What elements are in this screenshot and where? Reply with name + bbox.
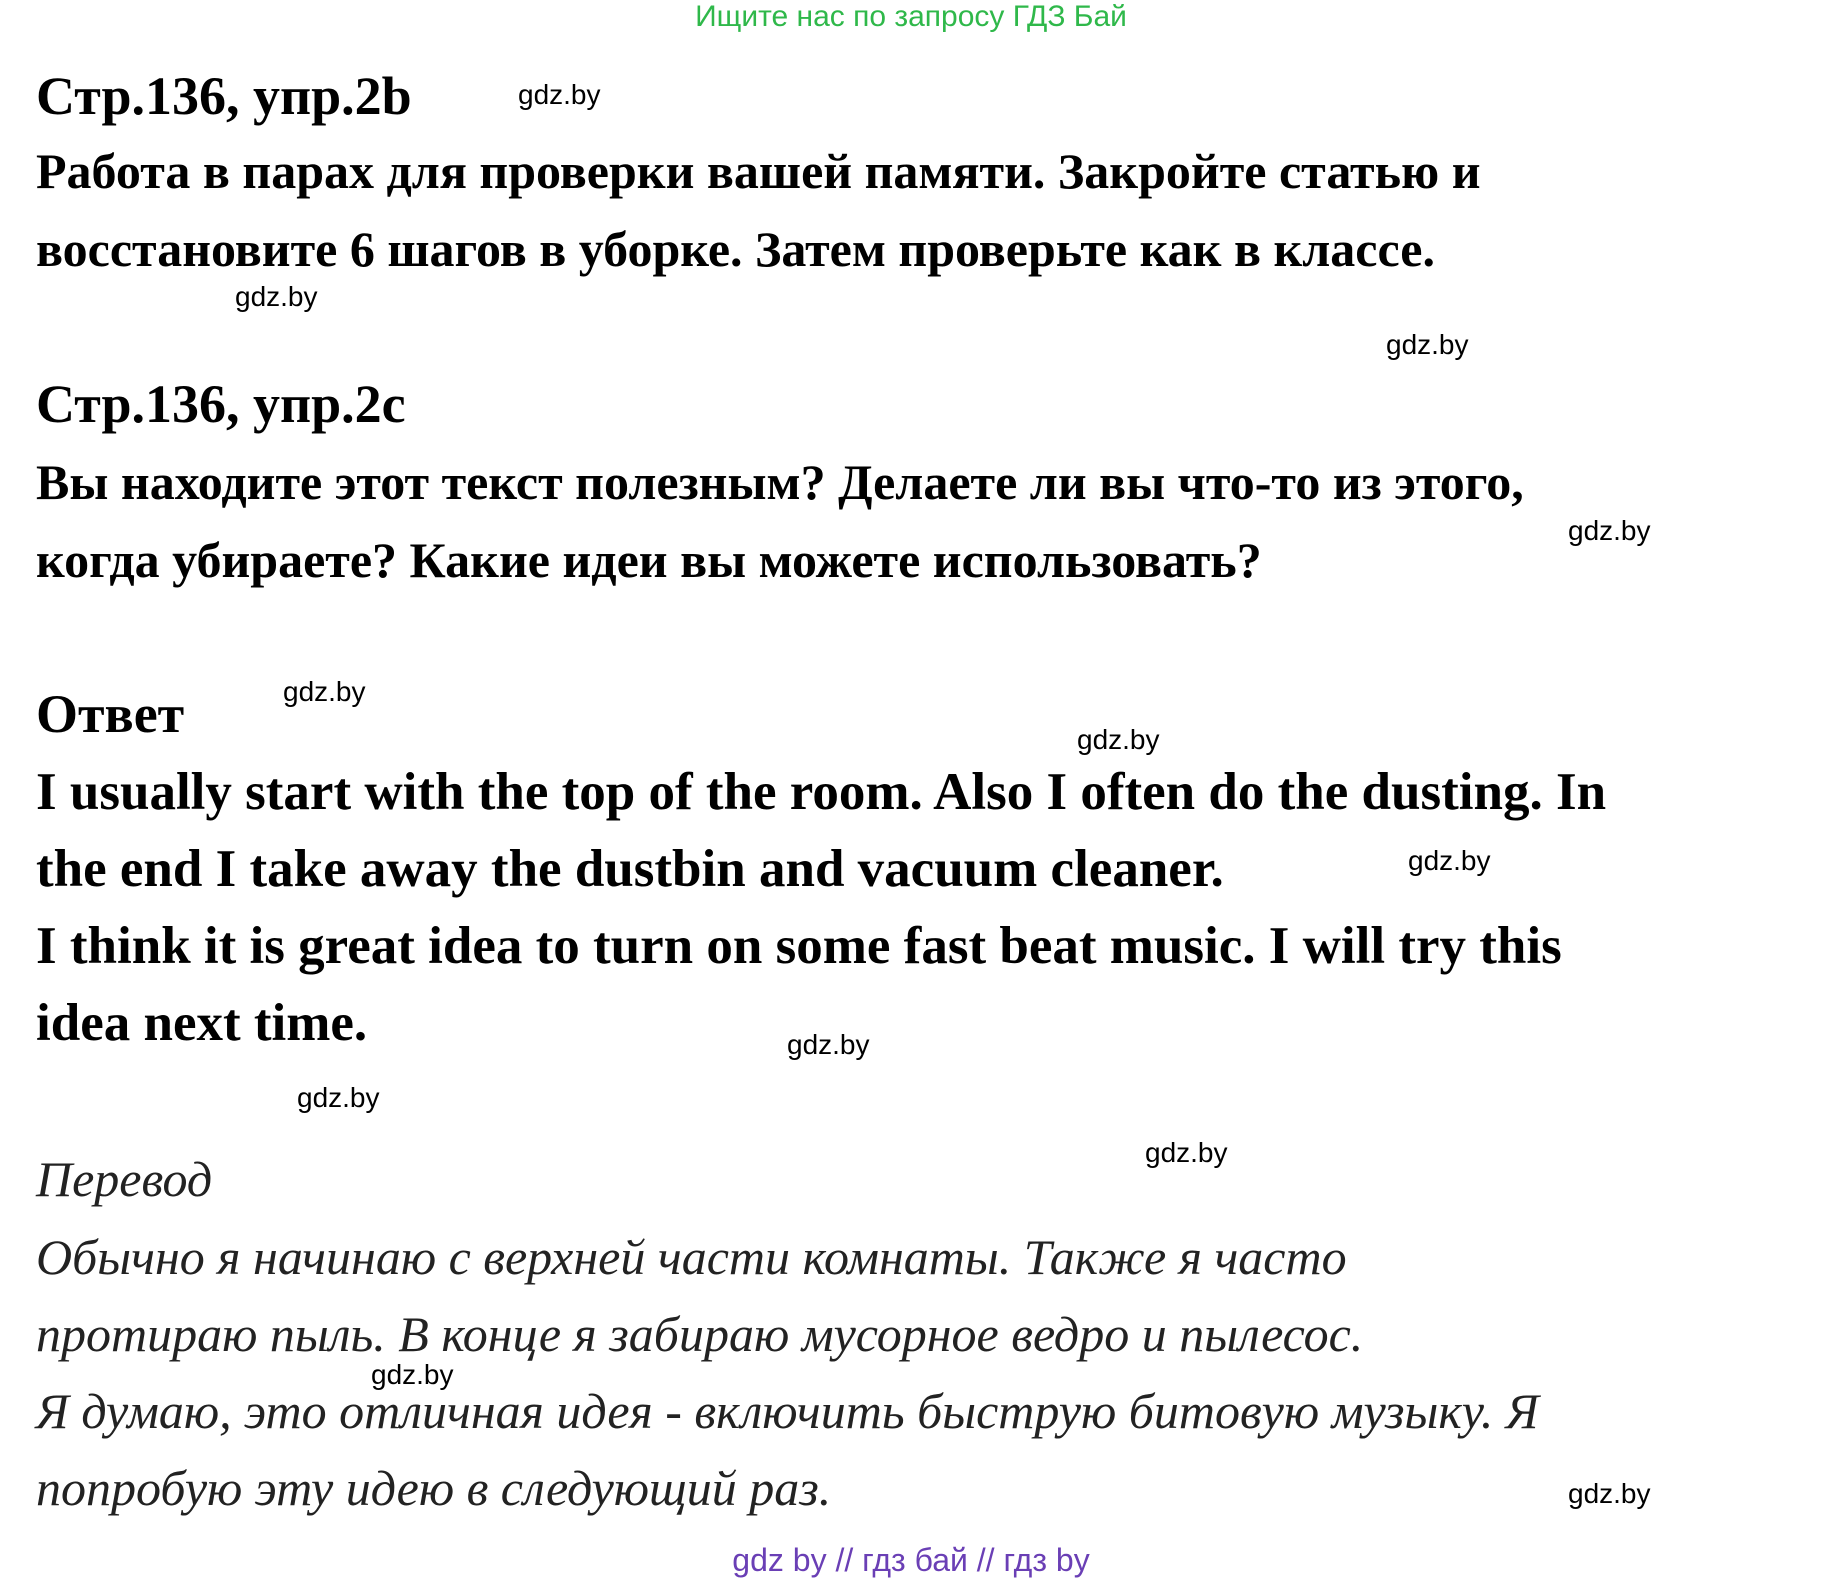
watermark: gdz.by bbox=[235, 281, 318, 312]
watermark: gdz.by bbox=[297, 1082, 380, 1113]
watermark: gdz.by bbox=[1408, 845, 1491, 876]
translation-line-4: попробую эту идею в следующий раз. bbox=[36, 1460, 832, 1516]
exercise-2b-heading: Стр.136, упр.2b bbox=[36, 66, 412, 126]
watermark: gdz.by bbox=[283, 676, 366, 707]
translation-line-1: Обычно я начинаю с верхней части комнаты. Также я часто bbox=[36, 1229, 1347, 1285]
exercise-2b-task-line-1: Работа в парах для проверки вашей памяти. Закройте статью и bbox=[36, 143, 1481, 199]
watermark: gdz.by bbox=[787, 1029, 870, 1060]
watermark: gdz.by bbox=[1386, 329, 1469, 360]
answer-heading: Ответ bbox=[36, 684, 185, 744]
exercise-2c-task-line-2: когда убираете? Какие идеи вы можете использовать? bbox=[36, 532, 1262, 588]
answer-line-1: I usually start with the top of the room. Also I often do the dusting. In bbox=[36, 763, 1607, 821]
answer-line-2: the end I take away the dustbin and vacuum cleaner. bbox=[36, 840, 1224, 898]
answer-line-4: idea next time. bbox=[36, 994, 368, 1052]
translation-line-3: Я думаю, это отличная идея - включить быструю битовую музыку. Я bbox=[36, 1383, 1539, 1439]
top-banner: Ищите нас по запросу ГДЗ Бай bbox=[695, 0, 1127, 33]
exercise-2c-heading: Стр.136, упр.2c bbox=[36, 374, 406, 434]
translation-line-2: протираю пыль. В конце я забираю мусорное ведро и пылесос. bbox=[36, 1306, 1364, 1362]
watermark: gdz.by bbox=[1568, 515, 1651, 546]
exercise-2c-task-line-1: Вы находите этот текст полезным? Делаете ли вы что-то из этого, bbox=[36, 454, 1524, 510]
answer-line-3: I think it is great idea to turn on some fast beat music. I will try this bbox=[36, 917, 1562, 975]
footer-links: gdz by // гдз бай // гдз by bbox=[732, 1542, 1090, 1578]
watermark: gdz.by bbox=[518, 79, 601, 110]
watermark: gdz.by bbox=[1568, 1478, 1651, 1509]
watermark: gdz.by bbox=[371, 1359, 454, 1390]
watermark: gdz.by bbox=[1145, 1137, 1228, 1168]
translation-heading: Перевод bbox=[36, 1151, 213, 1207]
exercise-2b-task-line-2: восстановите 6 шагов в уборке. Затем проверьте как в классе. bbox=[36, 221, 1435, 277]
watermark: gdz.by bbox=[1077, 724, 1160, 755]
